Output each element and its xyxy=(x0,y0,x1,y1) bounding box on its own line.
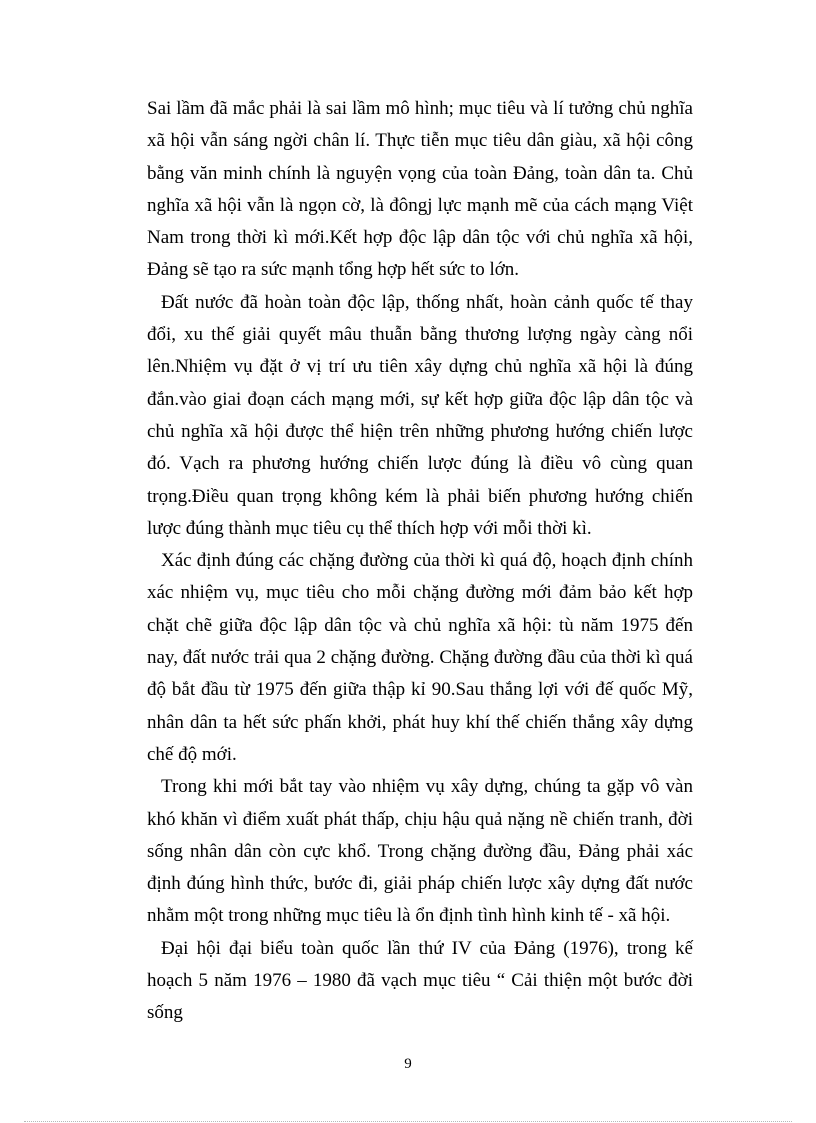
paragraph-5: Đại hội đại biểu toàn quốc lần thứ IV của Đảng (1976), trong kế hoạch 5 năm 1976 – 1980 đã vạch mục tiêu “ Cải thiện một bước đời sống xyxy=(147,937,693,1024)
page-number: 9 xyxy=(404,1056,412,1072)
paragraph-2: Đất nước đã hoàn toàn độc lập, thống nhất, hoàn cảnh quốc tế thay đổi, xu thế giải quyết mâu thuẫn bằng thương lượng ngày càng nổi lên.Nhiệm vụ đặt ở vị trí ưu tiên xây dựng chủ nghĩa xã hội là đúng đắn.vào giai đoạn cách mạng mới, sự kết hợp giữa độc lập dân tộc và chủ nghĩa xã hội được thể hiện trên những phương hướng chiến lược đó. Vạch ra phương hướng chiến lược đúng là điều vô cùng quan trọng.Điều quan trọng không kém là phải biến phương hướng chiến lược đúng thành mục tiêu cụ thể thích hợp với mỗi thời kì. xyxy=(147,291,693,539)
paragraph-3: Xác định đúng các chặng đường của thời kì quá độ, hoạch định chính xác nhiệm vụ, mục tiêu cho mỗi chặng đường mới đảm bảo kết hợp chặt chẽ giữa độc lập dân tộc và chủ nghĩa xã hội: tù năm 1975 đến nay, đất nước trải qua 2 chặng đường. Chặng đường đầu của thời kì quá độ bắt đầu từ 1975 đến giữa thập kỉ 90.Sau thắng lợi với đế quốc Mỹ, nhân dân ta hết sức phấn khởi, phát huy khí thế chiến thắng xây dựng chế độ mới. xyxy=(147,550,693,765)
body-text xyxy=(147,93,693,1030)
page-bottom-border xyxy=(24,1121,792,1122)
paragraph-1: Sai lầm đã mắc phải là sai lầm mô hình; mục tiêu và lí tưởng chủ nghĩa xã hội vẫn sáng ngời chân lí. Thực tiễn mục tiêu dân giàu, xã hội công bằng văn minh chính là nguyện vọng của toàn Đảng, toàn dân ta. Chủ nghĩa xã hội vẫn là ngọn cờ, là đôngj lực mạnh mẽ của cách mạng Việt Nam trong thời kì mới.Kết hợp độc lập dân tộc với chủ nghĩa xã hội, Đảng sẽ tạo ra sức mạnh tổng hợp hết sức to lớn. xyxy=(147,98,693,281)
paragraph-4: Trong khi mới bắt tay vào nhiệm vụ xây dựng, chúng ta gặp vô vàn khó khăn vì điểm xuất phát thấp, chịu hậu quả nặng nề chiến tranh, đời sống nhân dân còn cực khổ. Trong chặng đường đầu, Đảng phải xác định đúng hình thức, bước đi, giải pháp chiến lược xây dựng đất nước nhằm một trong những mục tiêu là ổn định tình hình kinh tế - xã hội. xyxy=(147,776,693,927)
